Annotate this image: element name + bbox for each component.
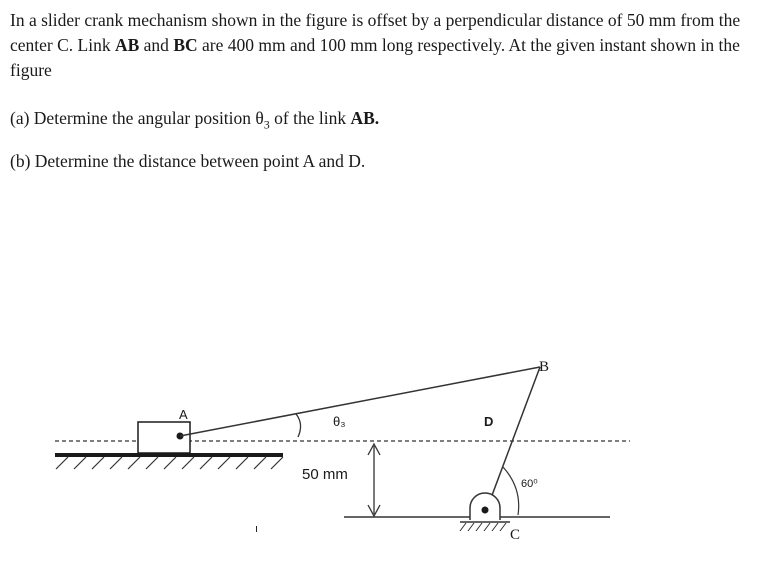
intro-text-2: and <box>139 35 174 55</box>
label-c: C <box>510 527 521 543</box>
label-d: D <box>484 414 494 429</box>
angle-60-arc <box>503 467 519 515</box>
intro-text-3: are 400 mm and 100 mm long respectively. At the given instant shown in the figure <box>10 35 740 80</box>
stray-mark: ı <box>255 523 259 535</box>
question-b: (b) Determine the distance between point A and D. <box>10 151 366 171</box>
label-theta3: θ₃ <box>333 414 346 429</box>
intro-text-1: In a slider crank mechanism shown in the figure is offset by a perpendicular distance of 50 mm from the center C. Link <box>10 10 741 55</box>
intro-link-ab: AB <box>114 35 140 55</box>
question-a-link: AB. <box>350 108 380 128</box>
question-a-text-2: of the link <box>269 108 351 128</box>
question-a-text: (a) Determine the angular position θ <box>10 108 264 128</box>
label-a: A <box>179 407 188 422</box>
ground-hatching <box>56 457 283 469</box>
intro-link-bc: BC <box>173 35 198 55</box>
pivot-c <box>460 493 510 531</box>
question-a-subscript: 3 <box>263 117 270 132</box>
label-offset-50mm: 50 mm <box>302 466 348 483</box>
label-b: B <box>539 359 550 375</box>
theta-arc <box>296 414 301 437</box>
label-angle-60: 60⁰ <box>521 478 538 490</box>
